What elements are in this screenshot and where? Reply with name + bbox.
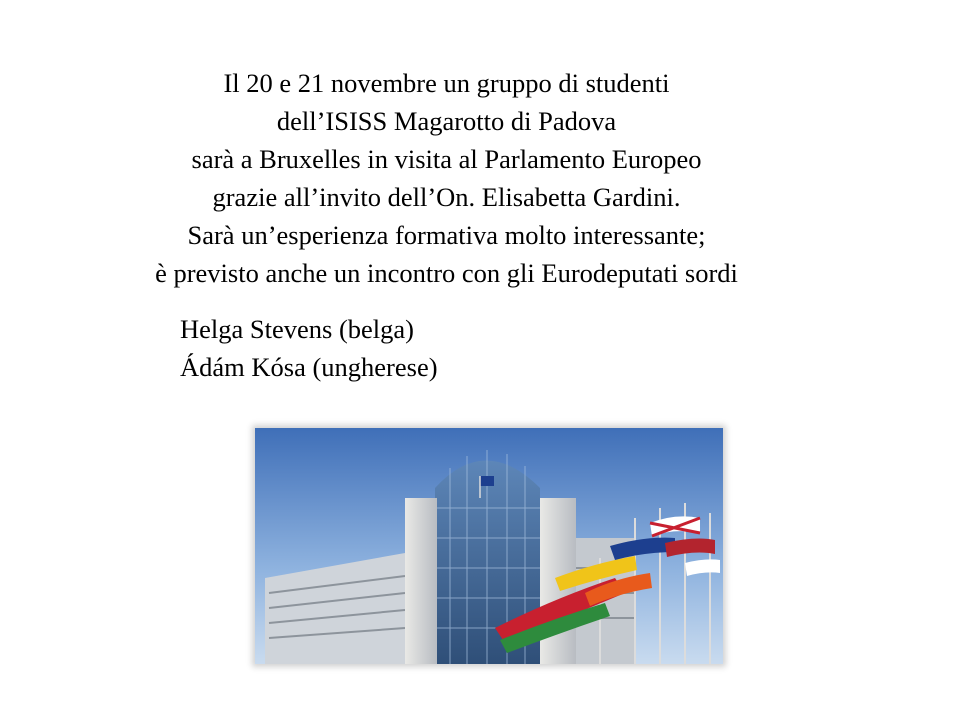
european-parliament-building-icon xyxy=(255,428,723,664)
intro-line-5: Sarà un’esperienza formativa molto interessante; xyxy=(187,220,706,250)
parliament-photo xyxy=(255,428,723,664)
intro-line-3: sarà a Bruxelles in visita al Parlamento Europeo xyxy=(191,144,702,174)
intro-line-1: Il 20 e 21 novembre un gruppo di studenti xyxy=(223,68,670,98)
intro-paragraph xyxy=(0,64,893,292)
intro-line-4: grazie all’invito dell’On. Elisabetta Gardini. xyxy=(212,182,681,212)
deputy-adam-kosa: Ádám Kósa (ungherese) xyxy=(180,352,438,382)
intro-line-6: è previsto anche un incontro con gli Eurodeputati sordi xyxy=(155,258,738,288)
deputies-list xyxy=(180,310,438,386)
deputy-helga-stevens: Helga Stevens (belga) xyxy=(180,314,414,344)
intro-line-2: dell’ISISS Magarotto di Padova xyxy=(276,106,617,136)
